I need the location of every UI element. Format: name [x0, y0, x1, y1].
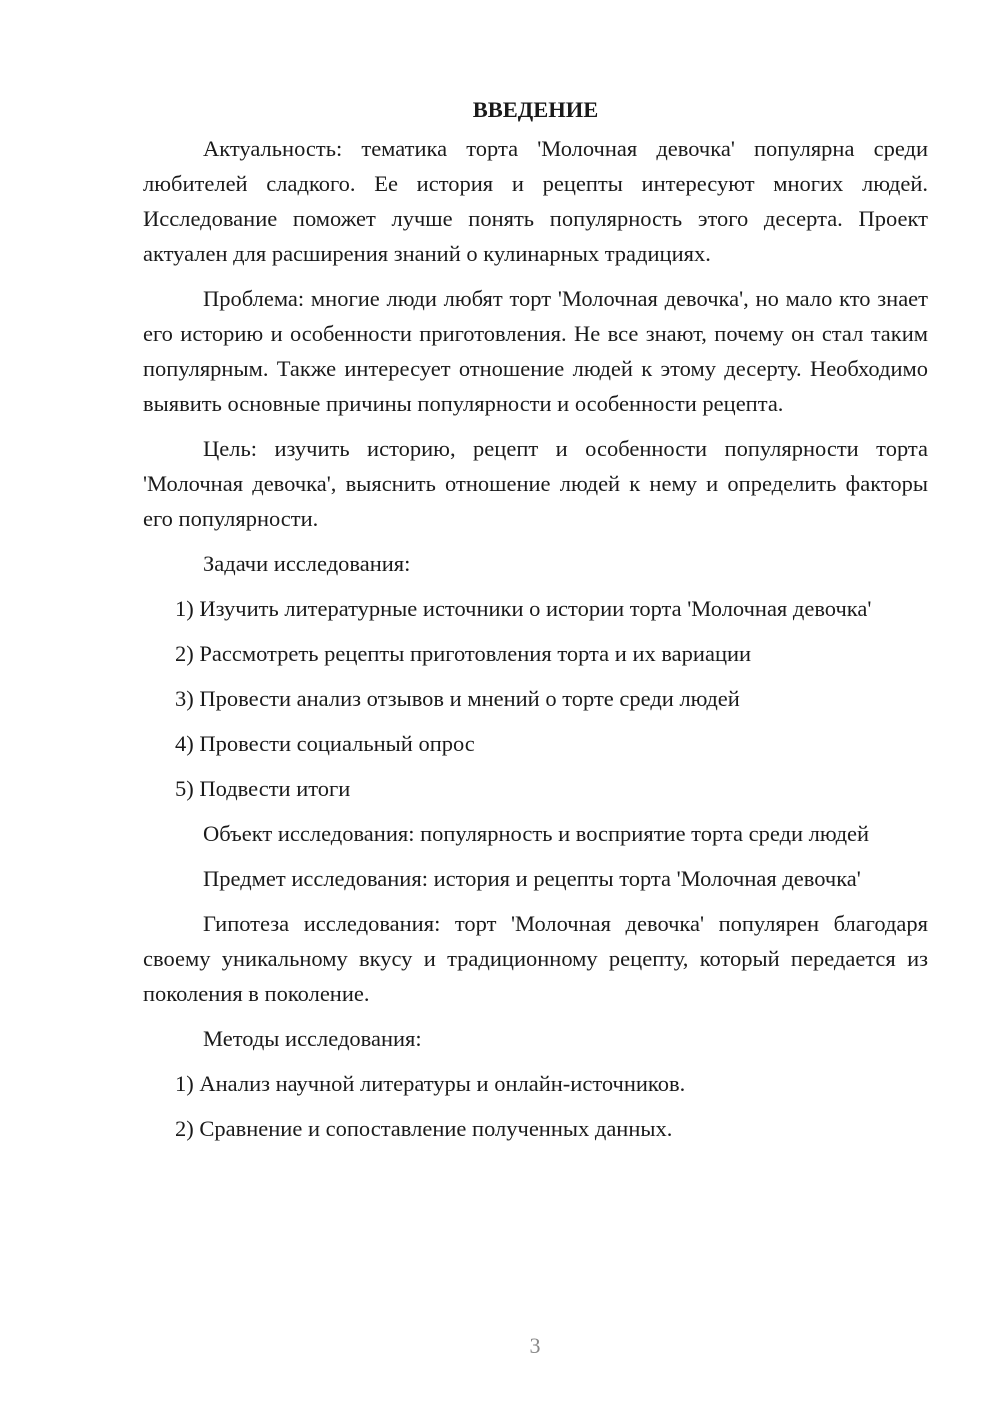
section-title: ВВЕДЕНИЕ [472, 97, 599, 122]
subject-paragraph: Предмет исследования: история и рецепты торта 'Молочная девочка' [203, 866, 861, 891]
object-paragraph: Объект исследования: популярность и восприятие торта среди людей [203, 821, 870, 846]
task-item-2: 2) Рассмотреть рецепты приготовления торта и их вариации [175, 641, 752, 666]
goal-paragraph: Цель: изучить историю, рецепт и особенности популярности торта 'Молочная девочка', выяснить отношение людей к нему и определить факторы его популярности. [143, 436, 928, 531]
document-page [143, 92, 928, 1156]
page-number: 3 [529, 1333, 541, 1358]
tasks-heading: Задачи исследования: [203, 551, 411, 576]
method-item-1: 1) Анализ научной литературы и онлайн-источников. [175, 1071, 686, 1096]
task-item-3: 3) Провести анализ отзывов и мнений о торте среди людей [175, 686, 740, 711]
task-item-4: 4) Провести социальный опрос [175, 731, 475, 756]
methods-heading: Методы исследования: [203, 1026, 422, 1051]
relevance-paragraph: Актуальность: тематика торта 'Молочная девочка' популярна среди любителей сладкого. Ее история и рецепты интересуют многих людей. Исследование поможет лучше понять популярность этого десерта. Проект актуален для расширения знаний о кулинарных традициях. [143, 136, 928, 266]
problem-paragraph: Проблема: многие люди любят торт 'Молочная девочка', но мало кто знает его историю и особенности приготовления. Не все знают, почему он стал таким популярным. Также интересует отношение людей к этому десерту. Необходимо выявить основные причины популярности и особенности рецепта. [143, 286, 928, 416]
task-item-1: 1) Изучить литературные источники о истории торта 'Молочная девочка' [175, 596, 872, 621]
method-item-2: 2) Сравнение и сопоставление полученных данных. [175, 1116, 673, 1141]
task-item-5: 5) Подвести итоги [175, 776, 351, 801]
hypothesis-paragraph: Гипотеза исследования: торт 'Молочная девочка' популярен благодаря своему уникальному вкусу и традиционному рецепту, который передается из поколения в поколение. [143, 911, 928, 1006]
